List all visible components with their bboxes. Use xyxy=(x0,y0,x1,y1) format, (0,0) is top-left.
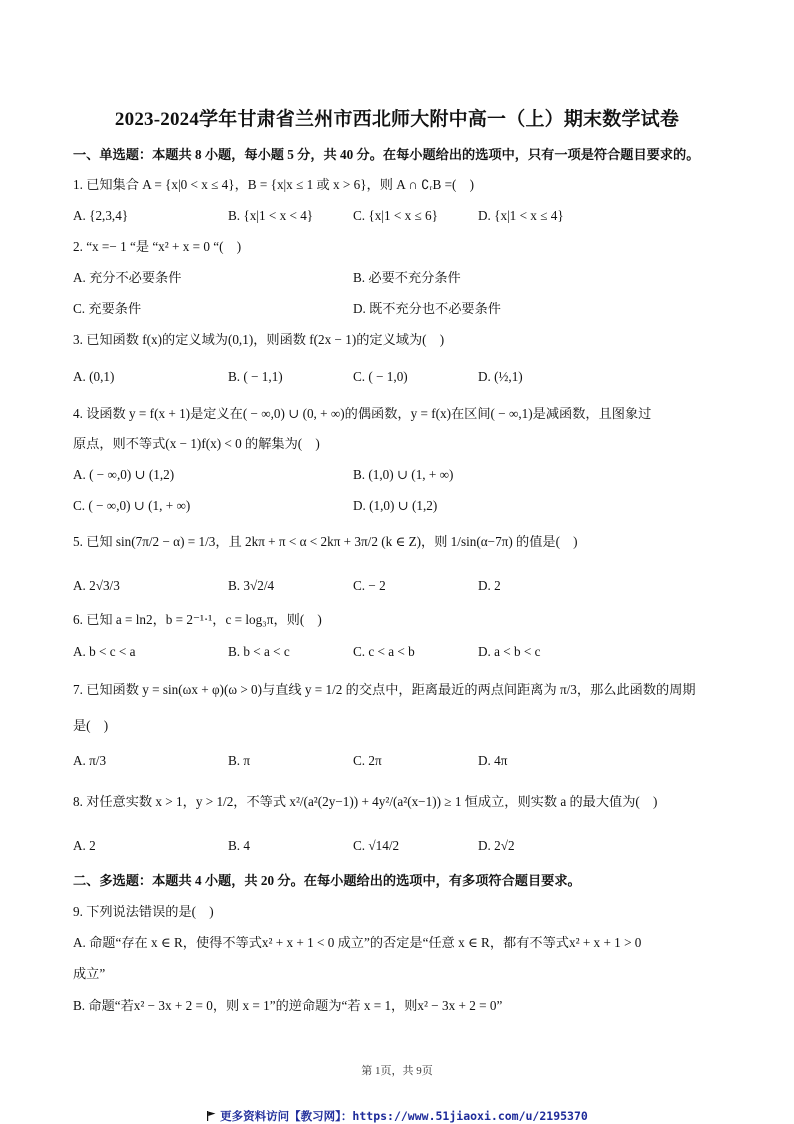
question-6-stem: 6. 已知 a = ln2，b = 2⁻¹·¹，c = log₃π，则( ) xyxy=(73,612,322,627)
question-8-stem: 8. 对任意实数 x > 1，y > 1/2，不等式 x²/(a²(2y−1)) + 4y²/(a²(x−1)) ≥ 1 恒成立，则实数 a 的最大值为( ) xyxy=(73,794,658,809)
q6-option-a: A. b < c < a xyxy=(73,644,136,659)
question-4-stem-line2: 原点，则不等式(x − 1)f(x) < 0 的解集为( ) xyxy=(73,436,320,451)
question-3-stem: 3. 已知函数 f(x)的定义域为(0,1)，则函数 f(2x − 1)的定义域为( ) xyxy=(73,332,445,347)
resource-link-text[interactable]: 更多资料访问【教习网】：https://www.51jiaoxi.com/u/2195370 xyxy=(220,1109,588,1123)
question-2-stem: 2. “x =− 1 “是 “x² + x = 0 “( ) xyxy=(73,239,242,254)
q4-option-d: D. (1,0) ∪ (1,2) xyxy=(353,498,438,513)
q4-option-b: B. (1,0) ∪ (1, + ∞) xyxy=(353,467,454,482)
question-7-stem-line1: 7. 已知函数 y = sin(ωx + φ)(ω > 0)与直线 y = 1/2 的交点中，距离最近的两点间距离为 π/3，那么此函数的周期 xyxy=(73,682,696,697)
q5-option-c: C. − 2 xyxy=(353,578,386,593)
q3-option-b: B. ( − 1,1) xyxy=(228,369,283,384)
resource-link-banner[interactable] xyxy=(0,1108,794,1124)
question-5-stem: 5. 已知 sin(7π/2 − α) = 1/3，且 2kπ + π < α < 2kπ + 3π/2 (k ∈ Z)，则 1/sin(α−7π) 的值是( ) xyxy=(73,534,578,549)
q1-option-b: B. {x|1 < x < 4} xyxy=(228,208,314,223)
q2-option-d: D. 既不充分也不必要条件 xyxy=(353,301,501,316)
q4-option-c: C. ( − ∞,0) ∪ (1, + ∞) xyxy=(73,498,191,513)
q9-option-a-line1: A. 命题“存在 x ∈ R，使得不等式x² + x + 1 < 0 成立”的否定是“任意 x ∈ R，都有不等式x² + x + 1 > 0 xyxy=(73,935,642,950)
page-number: 第 1页，共 9页 xyxy=(361,1065,433,1077)
q5-option-a: A. 2√3/3 xyxy=(73,578,120,593)
q7-option-c: C. 2π xyxy=(353,753,382,768)
q8-option-b: B. 4 xyxy=(228,838,250,853)
q7-option-a: A. π/3 xyxy=(73,753,107,768)
q2-option-c: C. 充要条件 xyxy=(73,301,142,316)
q1-option-c: C. {x|1 < x ≤ 6} xyxy=(353,208,438,223)
q3-option-d: D. (½,1) xyxy=(478,369,523,384)
q7-option-b: B. π xyxy=(228,753,251,768)
q5-option-b: B. 3√2/4 xyxy=(228,578,275,593)
question-1-stem: 1. 已知集合 A = {x|0 < x ≤ 4}，B = {x|x ≤ 1 或 x > 6}，则 A ∩ ∁ᵣB =( ) xyxy=(73,177,475,192)
q5-option-d: D. 2 xyxy=(478,578,501,593)
section-single-choice: 一、单选题：本题共 8 小题，每小题 5 分，共 40 分。在每小题给出的选项中，只有一项是符合题目要求的。 xyxy=(73,147,700,162)
flag-icon xyxy=(206,1111,216,1121)
q1-option-a: A. {2,3,4} xyxy=(73,208,129,223)
q9-option-a-line2: 成立” xyxy=(73,966,106,981)
q3-option-c: C. ( − 1,0) xyxy=(353,369,408,384)
q8-option-c: C. √14/2 xyxy=(353,838,400,853)
q2-option-b: B. 必要不充分条件 xyxy=(353,270,461,285)
question-7-stem-line2: 是( ) xyxy=(73,718,109,733)
exam-title: 2023-2024学年甘肃省兰州市西北师大附中高一（上）期末数学试卷 xyxy=(114,109,680,130)
q6-option-d: D. a < b < c xyxy=(478,644,541,659)
q8-option-a: A. 2 xyxy=(73,838,96,853)
q1-option-d: D. {x|1 < x ≤ 4} xyxy=(478,208,564,223)
question-4-stem-line1: 4. 设函数 y = f(x + 1)是定义在( − ∞,0) ∪ (0, + ∞)的偶函数，y = f(x)在区间( − ∞,1)是减函数，且图象过 xyxy=(73,406,652,421)
q6-option-b: B. b < a < c xyxy=(228,644,290,659)
q2-option-a: A. 充分不必要条件 xyxy=(73,270,182,285)
section-multiple-choice: 二、多选题：本题共 4 小题，共 20 分。在每小题给出的选项中，有多项符合题目要求。 xyxy=(73,873,581,888)
q6-option-c: C. c < a < b xyxy=(353,644,415,659)
q4-option-a: A. ( − ∞,0) ∪ (1,2) xyxy=(73,467,175,482)
q7-option-d: D. 4π xyxy=(478,753,508,768)
q8-option-d: D. 2√2 xyxy=(478,838,515,853)
q9-option-b: B. 命题“若x² − 3x + 2 = 0，则 x = 1”的逆命题为“若 x = 1，则x² − 3x + 2 = 0” xyxy=(73,998,503,1013)
question-9-stem: 9. 下列说法错误的是( ) xyxy=(73,904,214,919)
q3-option-a: A. (0,1) xyxy=(73,369,115,384)
